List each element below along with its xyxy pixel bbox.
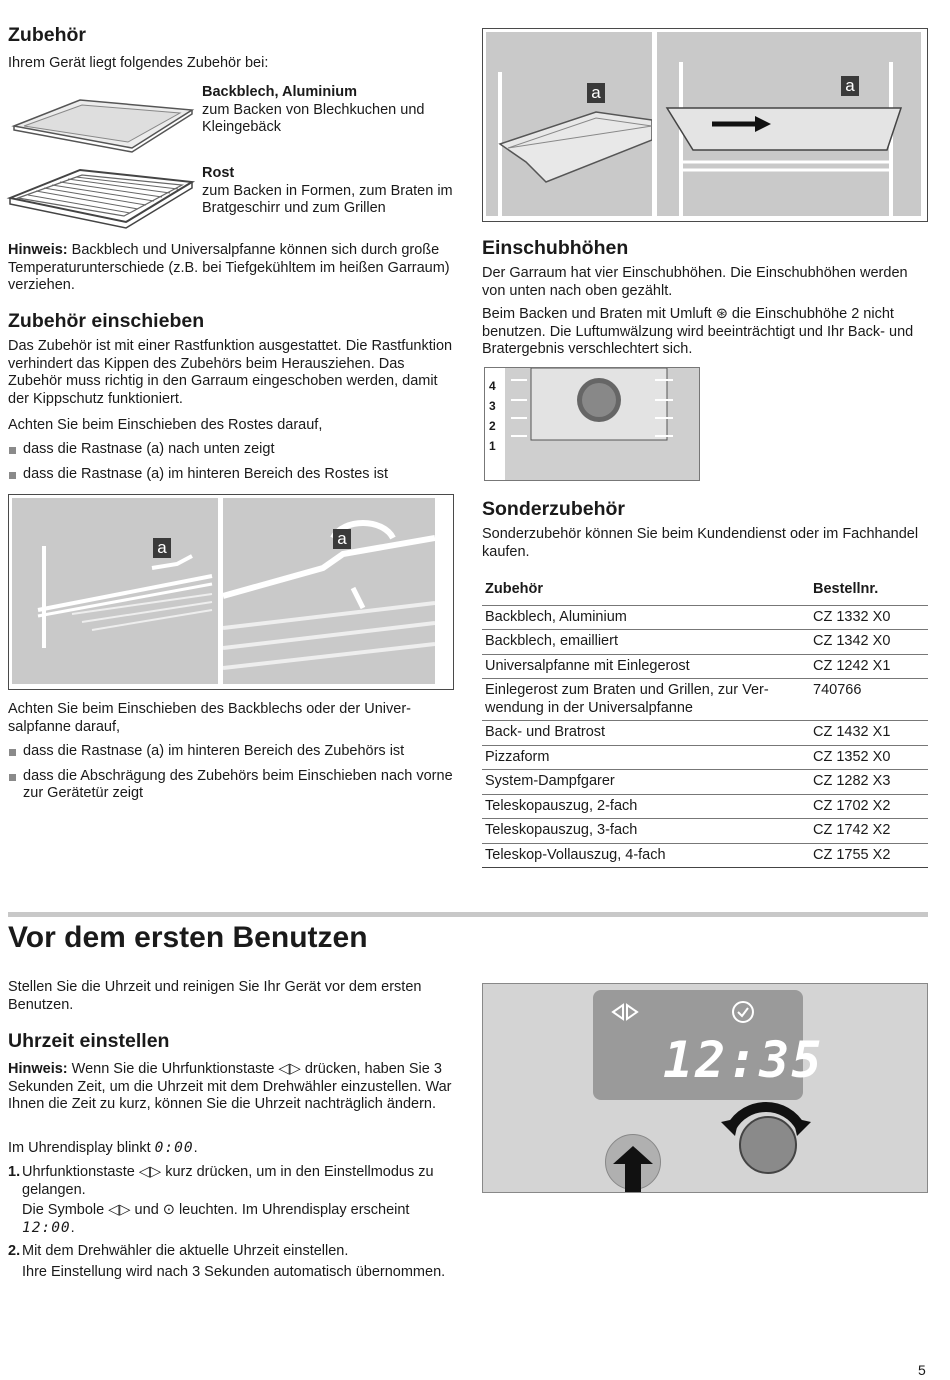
step-subtext: Ihre Einstellung wird nach 3 Sekunden automatisch übernommen. [22, 1263, 446, 1280]
table-row [482, 819, 928, 844]
table-cell: CZ 1342 X0 [810, 630, 928, 655]
special-paragraph: Sonderzubehör können Sie beim Kundendienst oder im Fachhandel kaufen. [482, 526, 919, 560]
table-cell: Teleskopauszug, 2-fach [482, 794, 810, 819]
table-cell: System-Dampfgarer [482, 770, 810, 795]
table-cell: Universalpfanne mit Einlegerost [482, 654, 810, 679]
display-icons [593, 990, 803, 1030]
accessories-intro: Ihrem Gerät liegt folgendes Zubehör bei: [8, 55, 269, 71]
first-use-title: Vor dem ersten Benutzen [8, 921, 368, 954]
levels-title: Einschubhöhen [482, 237, 629, 259]
list-item: dass die Abschrägung des Zubehörs beim Einschieben nach vorne zur Gerätetür zeigt [8, 768, 456, 803]
tray-insertion-figure [482, 28, 928, 222]
blink-text: Im Uhrendisplay blinkt [8, 1140, 155, 1156]
baking-tray-name: Backblech, Aluminium [202, 84, 357, 100]
table-cell: Back- und Bratrost [482, 721, 810, 746]
level-number-3: 3 [489, 399, 496, 413]
label-a-right: a [333, 529, 351, 549]
accessories-note [8, 242, 456, 295]
arrow-up-icon [603, 1144, 663, 1194]
page-number: 5 [918, 1362, 926, 1378]
step-subtext-value: 12:00 [22, 1219, 71, 1236]
levels-paragraph-1: Der Garraum hat vier Einschubhöhen. Die Einschubhöhen werden von unten nach oben gezählt. [482, 265, 908, 299]
rack-bullet-list [8, 441, 456, 490]
level-number-2: 2 [489, 419, 496, 433]
table-row [482, 654, 928, 679]
column-header-order-number: Bestellnr. [810, 575, 928, 605]
rack-insertion-figure [8, 494, 454, 690]
table-row [482, 605, 928, 630]
list-item: dass die Rastnase (a) im hinteren Bereich des Zubehörs ist [8, 743, 456, 761]
control-panel-figure [482, 983, 928, 1193]
list-item: dass die Rastnase (a) im hinteren Bereich des Rostes ist [8, 466, 456, 484]
rack-detail-panel-left [12, 498, 218, 684]
table-row [482, 745, 928, 770]
table-cell: Teleskop-Vollauszug, 4-fach [482, 843, 810, 868]
blink-value: 0:00 [154, 1140, 194, 1156]
table-cell: Backblech, Aluminium [482, 605, 810, 630]
table-header-row [482, 575, 928, 605]
step-number: 1. [8, 1164, 21, 1180]
step-2 [8, 1243, 456, 1281]
accessories-table [482, 575, 928, 868]
clock-title: Uhrzeit einstellen [8, 1030, 170, 1052]
table-cell: Backblech, emailliert [482, 630, 810, 655]
level-numbers [489, 376, 496, 456]
rack-illustration [6, 164, 196, 230]
step-subtext-text: Die Symbole ◁▷ und ⊙ leuchten. Im Uhrendisplay erscheint [22, 1202, 410, 1218]
table-cell: Teleskopauszug, 3-fach [482, 819, 810, 844]
table-row [482, 630, 928, 655]
note-label: Hinweis: [8, 242, 68, 258]
label-a-left: a [587, 83, 605, 103]
table-row [482, 679, 928, 721]
table-cell: 740766 [810, 679, 928, 721]
note-text: Backblech und Universalpfanne können sich durch große Temperaturunterschiede (z.B. bei Tiefgekühltem im heißen Garraum) verziehen. [8, 242, 450, 293]
oven-levels-figure [484, 367, 700, 481]
display-time: 12:35 [663, 1031, 824, 1089]
step-subtext [22, 1202, 456, 1237]
table-row [482, 721, 928, 746]
table-cell: CZ 1282 X3 [810, 770, 928, 795]
levels-paragraph-2: Beim Backen und Braten mit Umluft ⊛ die Einschubhöhe 2 nicht benutzen. Die Luftumwälzung wird beeinträchtigt und Ihr Back- und Bratergebnis verschlechtert sich. [482, 306, 914, 357]
table-row [482, 794, 928, 819]
blink-line [8, 1140, 456, 1158]
note-text: Wenn Sie die Uhrfunktionstaste ◁▷ drücken, haben Sie 3 Sekunden Zeit, um die Uhrzeit mit dem Drehwähler einzustellen. War Ihnen die Zeit zu kurz, können Sie die Uhrzeit nachträglich ändern. [8, 1061, 452, 1112]
note-label: Hinweis: [8, 1061, 68, 1077]
table-cell: CZ 1702 X2 [810, 794, 928, 819]
label-a-right: a [841, 76, 859, 96]
clock-display [593, 990, 824, 1100]
rack-name: Rost [202, 165, 235, 181]
step-text: Mit dem Drehwähler die aktuelle Uhrzeit einstellen. [22, 1243, 349, 1259]
table-cell: Pizzaform [482, 745, 810, 770]
column-header-accessory: Zubehör [482, 575, 810, 605]
table-cell: CZ 1742 X2 [810, 819, 928, 844]
level-number-1: 1 [489, 439, 496, 453]
table-cell: CZ 1432 X1 [810, 721, 928, 746]
list-item: dass die Rastnase (a) nach unten zeigt [8, 441, 456, 459]
rack-description [202, 165, 457, 218]
table-row [482, 843, 928, 868]
rack-detail-panel-right [223, 498, 435, 684]
insert-paragraph-1: Das Zubehör ist mit einer Rastfunktion ausgestattet. Die Rastfunktion verhindert das Kippen des Zubehörs beim Herausziehen. Das Zubehör muss richtig in den Garraum eingeschoben werden, damit der Kippschutz funktioniert. [8, 338, 453, 407]
special-title: Sonderzubehör [482, 498, 626, 520]
table-cell: CZ 1242 X1 [810, 654, 928, 679]
tray-detail-panel-right [657, 32, 921, 216]
section-divider [8, 912, 928, 917]
accessories-title: Zubehör [8, 24, 86, 46]
table-row [482, 770, 928, 795]
rotate-arrow-icon [721, 1098, 811, 1138]
baking-tray-desc: zum Backen von Blechkuchen und Kleingebäck [202, 101, 425, 135]
tray-detail-panel-left [486, 32, 652, 216]
baking-tray-illustration [10, 92, 195, 154]
label-a-left: a [153, 538, 171, 558]
table-cell: CZ 1332 X0 [810, 605, 928, 630]
step-1 [8, 1164, 456, 1237]
level-number-4: 4 [489, 379, 496, 393]
first-use-intro: Stellen Sie die Uhrzeit und reinigen Sie Ihr Gerät vor dem ersten Benutzen. [8, 979, 422, 1013]
tray-bullet-list [8, 743, 456, 810]
rack-desc: zum Backen in Formen, zum Braten im Bratgeschirr und zum Grillen [202, 182, 453, 216]
insert-title: Zubehör einschieben [8, 310, 205, 332]
table-cell: Einlegerost zum Braten und Grillen, zur Verwendung in der Universalpfanne [482, 679, 810, 721]
step-subtext-end: . [70, 1219, 75, 1236]
insert-paragraph-2: Achten Sie beim Einschieben des Rostes darauf, [8, 417, 323, 433]
blink-end: . [193, 1140, 198, 1156]
clock-steps [8, 1164, 456, 1287]
insert-paragraph-3: Achten Sie beim Einschieben des Backblechs oder der Universalpfanne darauf, [8, 701, 412, 735]
table-cell: CZ 1755 X2 [810, 843, 928, 868]
step-text: Uhrfunktionstaste ◁▷ kurz drücken, um in den Einstellmodus zu gelangen. [22, 1164, 434, 1198]
clock-note [8, 1061, 456, 1114]
baking-tray-description [202, 84, 457, 137]
step-number: 2. [8, 1243, 21, 1259]
table-cell: CZ 1352 X0 [810, 745, 928, 770]
